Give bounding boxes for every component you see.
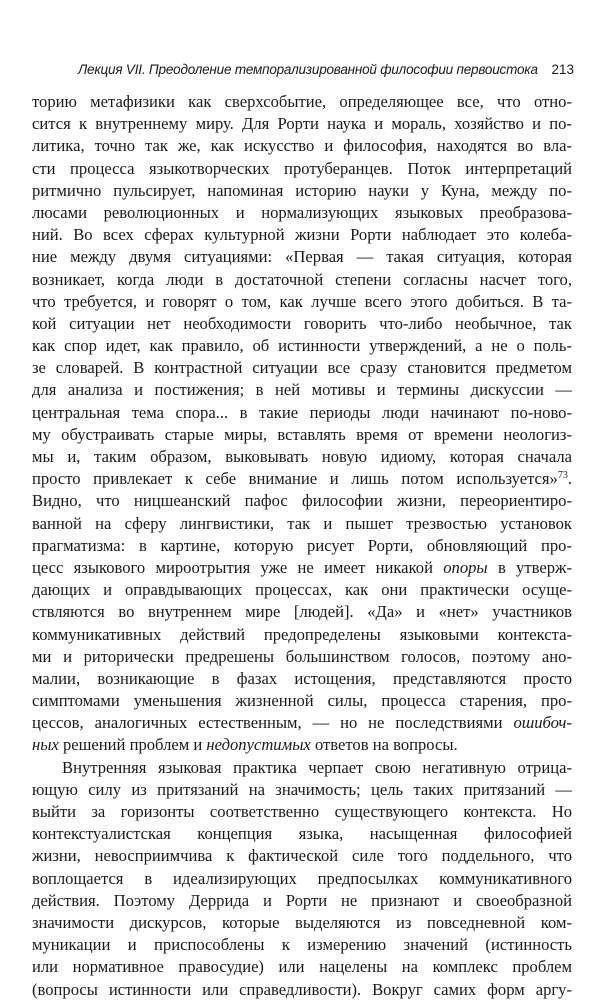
text-line: ствляются во внутреннем мире [людей]. «Да» и «нет» участников (32, 602, 572, 622)
text-line: мы и, таким образом, выковывать новую идиому, которая сначала (32, 447, 572, 466)
paragraph-2 (32, 757, 572, 1001)
text-line: прагматизма: в картине, которую рисует Рорти, обновляющий про- (32, 535, 572, 555)
text-line: муникации и приспособлены к измерению значений (истинность (32, 935, 572, 955)
text-line (32, 468, 572, 490)
text-line: для анализа и постижения; в ней мотивы и термины дискуссии — (32, 380, 572, 400)
text-line: Внутренняя языковая практика черпает свою негативную отрица- (62, 757, 572, 777)
paragraph-1 (32, 91, 572, 757)
text-line: центральная тема спора... в такие периоды люди начинают по-ново- (32, 402, 572, 422)
text-line: ний. Во всех сферах культурной жизни Рорти наблюдает это колеба- (32, 225, 572, 245)
text-line: сится к внутреннему миру. Для Рорти наука и мораль, хозяйство и по- (32, 114, 572, 134)
text-line: возникает, когда люди в достаточной степени согласны насчет того, (32, 269, 572, 289)
running-head: Лекция VII. Преодоление темпорализированной философии первоистока (78, 62, 538, 77)
text-line: ющую силу из притязаний на значимость; цель таких притязаний — (32, 779, 572, 799)
line-text: ответов на вопросы. (310, 735, 458, 755)
page-number: 213 (551, 62, 574, 77)
text-line: значимости дискурсов, которые выделяются из повседневной ком- (32, 912, 572, 932)
text-line: ми и риторически предрешены большинством голосов, поэтому ано- (32, 646, 572, 666)
footnote-reference[interactable]: 73 (557, 470, 568, 482)
text-line: жизни, невосприимчива к фактической силе того поддельного, что (32, 846, 572, 866)
text-line: ванной на сферу лингвистики, так и пышет трезвостью установок (32, 513, 572, 533)
text-line: дающих и оправдывающих процессах, как они практически осуще- (32, 580, 572, 600)
text-line: кой ситуации нет необходимости говорить что-либо необычное, так (32, 313, 572, 333)
text-line: коммуникативных действий предопределены языковыми контекста- (32, 624, 572, 644)
italic-emphasis: ошибоч- (513, 713, 572, 733)
italic-emphasis: опоры (443, 557, 488, 577)
text-line: Видно, что ницшеанский пафос философии жизни, переориентиро- (32, 491, 572, 511)
text-line: что требуется, и говорят о том, как лучше всего этого добиться. В та- (32, 291, 572, 311)
text-line: торию метафизики как сверхсобытие, определяющее все, что отно- (32, 92, 572, 111)
line-text: решений проблем и (58, 735, 207, 755)
text-line: сти процесса языкотворческих протуберанцев. Поток интерпретаций (32, 158, 572, 178)
text-line: контекстуалистская концепция языка, насыщенная философией (32, 824, 572, 844)
text-line: выйти за горизонты соответственно существующего контекста. Но (32, 802, 572, 821)
text-line: ние между двумя ситуациями: «Первая — такая ситуация, которая (32, 247, 572, 267)
text-line: му обустраивать старые миры, вставлять время от времени неологиз- (32, 424, 572, 444)
text-line: люсами революционных и нормализующих языковых преобразова- (32, 202, 572, 222)
text-line: действия. Поэтому Деррида и Рорти не признают и своеобразной (32, 890, 572, 910)
italic-emphasis: ных (32, 735, 59, 755)
text-line: или нормативное правосудие) или нацелены на комплекс проблем (32, 957, 572, 977)
text-line (32, 557, 572, 579)
italic-emphasis: недопустимых (206, 735, 311, 755)
text-line: зе словарей. В контрастной ситуации все сразу становится предметом (32, 358, 572, 378)
text-line: литика, точно так же, как искусство и философия, находятся во вла- (32, 136, 572, 156)
text-line: как спор идет, как правило, об истинности утверждений, а не о поль- (32, 336, 572, 356)
text-line: воплощается в идеализирующих предпосылках коммуникативного (32, 868, 572, 888)
line-text: цесс языкового мироотрытия уже не имеет никакой (32, 557, 444, 577)
text-line: малии, возникающие в фазах истощения, представляются просто (32, 668, 572, 688)
text-line: (вопросы истинности или справедливости). Вокруг самих форм аргу- (32, 979, 572, 999)
text-line (32, 712, 572, 734)
body-text (32, 91, 572, 1001)
line-text: просто привлекает к себе внимание и лишь потом используется» (32, 469, 558, 489)
line-text: цессов, аналогичных естественным, — но не последствиями (32, 713, 514, 733)
text-line (32, 734, 572, 756)
text-line: ритмично пульсирует, напоминая историю науки у Куна, между по- (32, 180, 572, 200)
line-text: . (567, 469, 572, 489)
line-text: в утверж- (487, 557, 572, 577)
text-line: симптомами уменьшения жизненной силы, процесса старения, про- (32, 691, 572, 711)
